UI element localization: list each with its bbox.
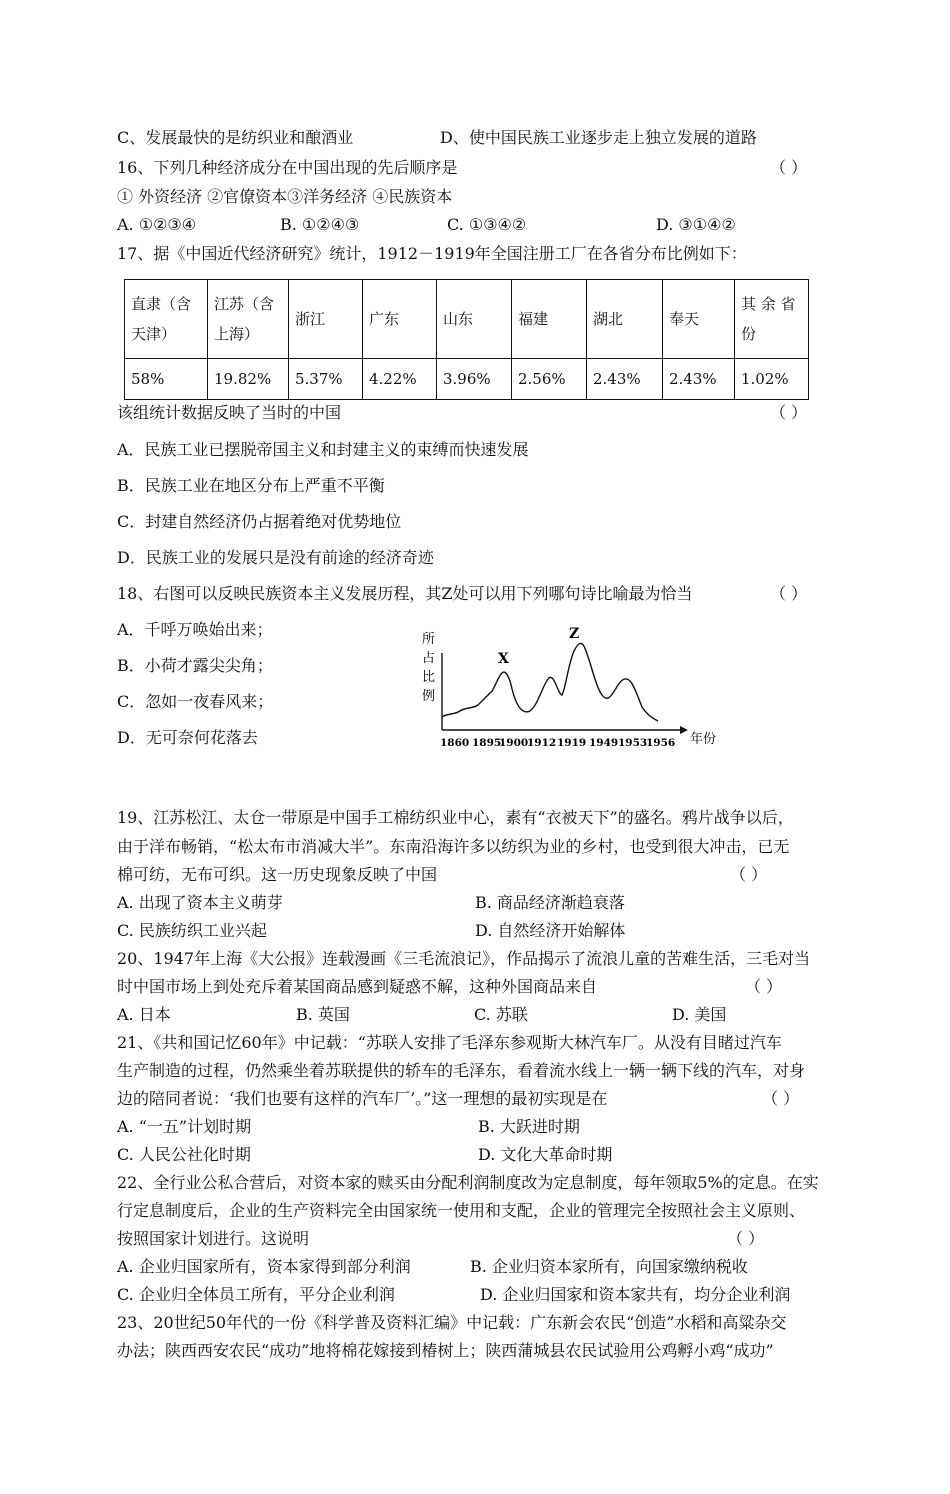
x-tick-label: 1956 bbox=[646, 737, 676, 749]
q23-line-2: 办法；陕西西安农民“成功”地将棉花嫁接到椿树上；陕西蒲城县农民试验用公鸡孵小鸡“成功” bbox=[117, 1341, 774, 1360]
q19-line-1: 19、江苏松江、太仓一带原是中国手工棉纺织业中心，素有“衣被天下”的盛名。鸦片战争以后， bbox=[117, 808, 794, 827]
q17-answer-paren: （ ） bbox=[770, 403, 808, 422]
q18-option-d: D．无可奈何花落去 bbox=[117, 728, 258, 747]
y-label-char: 所 bbox=[422, 632, 436, 647]
q16-option-a: A. ①②③④ bbox=[117, 215, 197, 234]
x-tick-label: 1900 bbox=[499, 737, 529, 749]
q22-answer-paren: （ ） bbox=[727, 1229, 765, 1248]
q19-line-3: 棉可纺，无布可织。这一历史现象反映了中国 bbox=[117, 865, 438, 884]
q21-answer-paren: （ ） bbox=[762, 1089, 800, 1108]
table-cell: 2.43% bbox=[663, 359, 735, 400]
x-tick-label: 1949 bbox=[589, 737, 619, 749]
q17-option-c: C．封建自然经济仍占据着绝对优势地位 bbox=[117, 512, 402, 531]
q16-items: ① 外资经济 ②官僚资本③洋务经济 ④民族资本 bbox=[117, 187, 453, 206]
q19-option-c: C. 民族纺织工业兴起 bbox=[117, 921, 267, 940]
q23-line-1: 23、20世纪50年代的一份《科学普及资料汇编》中记载：广东新会农民“创造”水稻和高粱杂交 bbox=[117, 1313, 787, 1332]
q20-option-c: C. 苏联 bbox=[474, 1005, 528, 1024]
q22-option-c: C. 企业归全体员工所有，平分企业利润 bbox=[117, 1285, 395, 1304]
y-label-char: 例 bbox=[422, 689, 436, 704]
x-axis-label: 年份 bbox=[690, 732, 717, 747]
q20-line-2: 时中国市场上到处充斥着某国商品感到疑惑不解，这种外国商品来自 bbox=[117, 977, 598, 996]
q16-option-d: D. ③①④② bbox=[656, 215, 736, 234]
table-cell: 4.22% bbox=[363, 359, 437, 400]
development-curve bbox=[442, 643, 658, 721]
q16-answer-paren: （ ） bbox=[770, 158, 808, 177]
q16-stem: 16、下列几种经济成分在中国出现的先后顺序是 bbox=[117, 158, 458, 177]
table-header-jiangsu: 江苏（含 上海） bbox=[208, 280, 289, 359]
q21-line-3: 边的陪同者说：‘我们也要有这样的汽车厂’。”这一理想的最初实现是在 bbox=[117, 1089, 608, 1108]
q19-option-d: D. 自然经济开始解体 bbox=[475, 921, 626, 940]
q21-option-a: A. “一五”计划时期 bbox=[117, 1117, 252, 1136]
q18-answer-paren: （ ） bbox=[770, 584, 808, 603]
q20-option-d: D. 美国 bbox=[672, 1005, 727, 1024]
q15-option-d: D、使中国民族工业逐步走上独立发展的道路 bbox=[440, 128, 757, 147]
q22-line-2: 行定息制度后，企业的生产资料完全由国家统一使用和支配，企业的管理完全按照社会主义原则、 bbox=[117, 1201, 806, 1220]
table-header-fengtian: 奉天 bbox=[663, 280, 735, 359]
q18-option-a: A．千呼万唤始出来； bbox=[117, 620, 273, 639]
q19-option-b: B. 商品经济渐趋衰落 bbox=[475, 893, 625, 912]
q22-option-b: B. 企业归资本家所有，向国家缴纳税收 bbox=[470, 1257, 748, 1276]
table-header-zhili: 直隶（含 天津） bbox=[125, 280, 208, 359]
x-tick-label: 1895 bbox=[472, 737, 502, 749]
q18-option-b: B．小荷才露尖尖角； bbox=[117, 656, 273, 675]
x-tick-label: 1919 bbox=[557, 737, 587, 749]
q17-option-d: D．民族工业的发展只是没有前途的经济奇迹 bbox=[117, 548, 434, 567]
table-header-hubei: 湖北 bbox=[587, 280, 663, 359]
table-cell: 2.56% bbox=[512, 359, 587, 400]
q15-option-c: C、发展最快的是纺织业和酿酒业 bbox=[117, 128, 354, 147]
q20-option-a: A. 日本 bbox=[117, 1005, 171, 1024]
q17-option-a: A．民族工业已摆脱帝国主义和封建主义的束缚而快速发展 bbox=[117, 440, 529, 459]
q18-option-c: C．忽如一夜春风来； bbox=[117, 692, 274, 711]
q18-stem: 18、右图可以反映民族资本主义发展历程，其Z处可以用下列哪句诗比喻最为恰当 bbox=[117, 584, 693, 603]
table-header-shandong: 山东 bbox=[437, 280, 512, 359]
q20-answer-paren: （ ） bbox=[745, 977, 783, 996]
q21-line-1: 21、《共和国记忆60年》中记载：“苏联人安排了毛泽东参观斯大林汽车厂。从没有目睹过汽车 bbox=[117, 1033, 782, 1052]
q17-option-b: B．民族工业在地区分布上严重不平衡 bbox=[117, 476, 385, 495]
q19-line-2: 由于洋布畅销，“松太布市消减大半”。东南沿海许多以纺织为业的乡村，也受到很大冲击，已无 bbox=[117, 837, 790, 856]
table-header-fujian: 福建 bbox=[512, 280, 587, 359]
q17-stem: 17、据《中国近代经济研究》统计，1912－1919年全国注册工厂在各省分布比例如下： bbox=[117, 244, 747, 263]
q17-tail: 该组统计数据反映了当时的中国 bbox=[117, 403, 342, 422]
q22-option-a: A. 企业归国家所有，资本家得到部分利润 bbox=[117, 1257, 411, 1276]
table-cell: 3.96% bbox=[437, 359, 512, 400]
q16-option-b: B. ①②④③ bbox=[280, 215, 360, 234]
table-cell: 58% bbox=[125, 359, 208, 400]
q20-option-b: B. 英国 bbox=[296, 1005, 350, 1024]
q21-option-c: C. 人民公社化时期 bbox=[117, 1145, 251, 1164]
q21-option-d: D. 文化大革命时期 bbox=[478, 1145, 613, 1164]
y-label-char: 占 bbox=[422, 651, 436, 666]
capitalism-development-chart bbox=[412, 625, 722, 755]
x-tick-label: 1912 bbox=[527, 737, 557, 749]
table-header-zhejiang: 浙江 bbox=[289, 280, 363, 359]
x-tick-label: 1860 bbox=[440, 737, 470, 749]
y-label-char: 比 bbox=[422, 670, 436, 685]
annotation-x: X bbox=[498, 651, 509, 667]
x-tick-labels bbox=[440, 737, 675, 749]
table-header-guangdong: 广东 bbox=[363, 280, 437, 359]
y-axis-label bbox=[422, 632, 435, 704]
table-cell: 5.37% bbox=[289, 359, 363, 400]
table-header-others: 其 余 省 份 bbox=[735, 280, 809, 359]
q22-line-3: 按照国家计划进行。这说明 bbox=[117, 1229, 310, 1248]
q22-line-1: 22、全行业公私合营后，对资本家的赎买由分配利润制度改为定息制度，每年领取5%的定息。在实 bbox=[117, 1173, 819, 1192]
x-axis-arrow-icon bbox=[680, 726, 688, 734]
table-cell: 1.02% bbox=[735, 359, 809, 400]
annotation-z: Z bbox=[569, 626, 580, 642]
q22-option-d: D. 企业归国家和资本家共有，均分企业利润 bbox=[480, 1285, 791, 1304]
factory-distribution-table bbox=[124, 279, 809, 400]
q20-line-1: 20、1947年上海《大公报》连载漫画《三毛流浪记》，作品揭示了流浪儿童的苦难生活，三毛对当 bbox=[117, 949, 811, 968]
q21-line-2: 生产制造的过程，仍然乘坐着苏联提供的轿车的毛泽东，看着流水线上一辆一辆下线的汽车，对身 bbox=[117, 1061, 806, 1080]
q21-option-b: B. 大跃进时期 bbox=[478, 1117, 580, 1136]
q16-option-c: C. ①③④② bbox=[447, 215, 527, 234]
q19-answer-paren: （ ） bbox=[730, 865, 768, 884]
q19-option-a: A. 出现了资本主义萌芽 bbox=[117, 893, 283, 912]
x-tick-label: 1953 bbox=[618, 737, 648, 749]
table-cell: 2.43% bbox=[587, 359, 663, 400]
table-cell: 19.82% bbox=[208, 359, 289, 400]
